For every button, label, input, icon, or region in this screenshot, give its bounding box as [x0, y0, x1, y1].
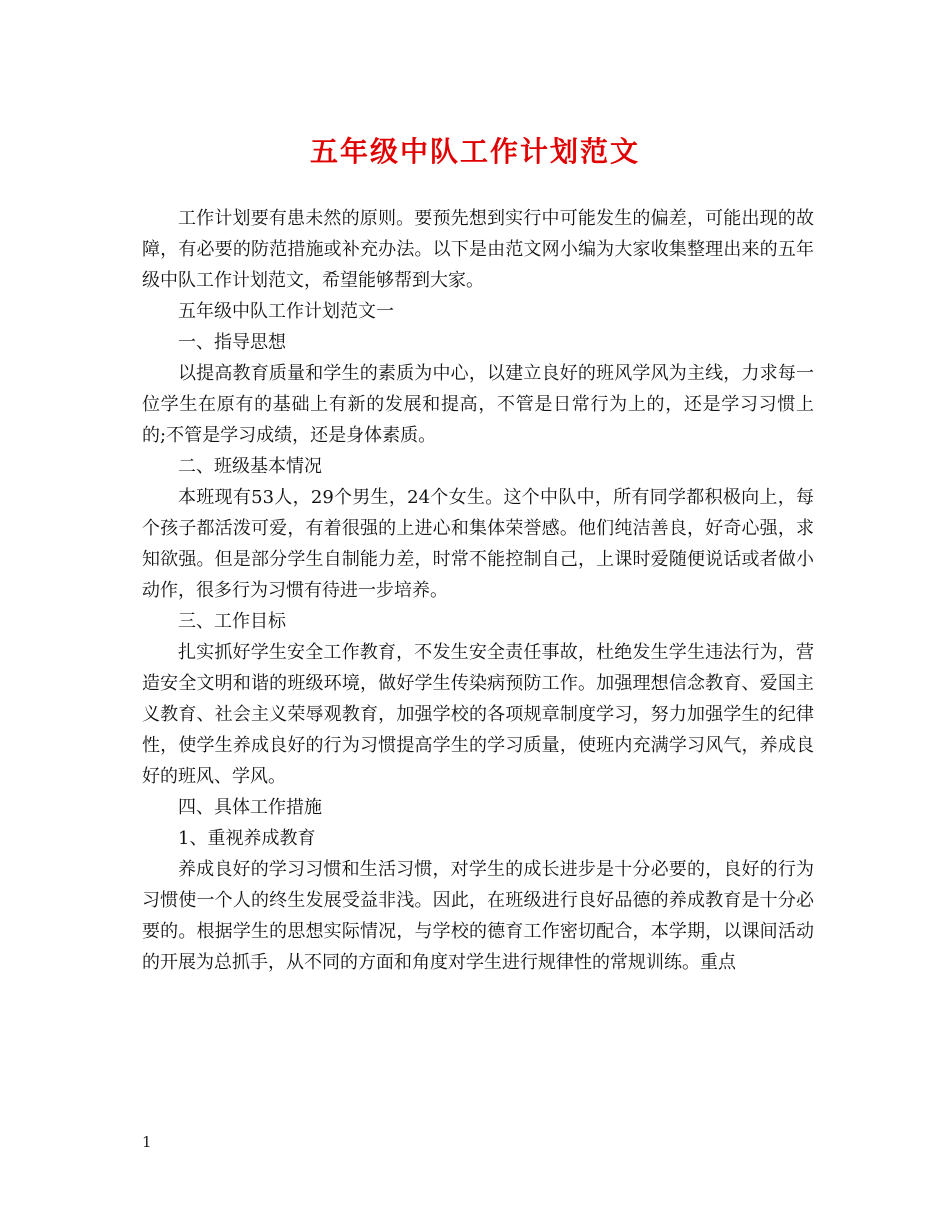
- section-heading: 一、指导思想: [178, 332, 286, 353]
- body-paragraph: 扎实抓好学生安全工作教育，不发生安全责任事故，杜绝发生学生违法行为，营造安全文明和谐的班级环境，做好学生传染病预防工作。加强理想信念教育、爱国主义教育、社会主义荣辱观教育，加强学校的各项规章制度学习，努力加强学生的纪律性，使学生养成良好的行为习惯提高学生的学习质量，使班内充满学习风气，养成良好的班风、学风。: [142, 642, 814, 787]
- document-title: 五年级中队工作计划范文: [309, 135, 640, 168]
- body-paragraph: 本班现有53人，29个男生，24个女生。这个中队中，所有同学都积极向上，每个孩子都活泼可爱，有着很强的上进心和集体荣誉感。他们纯洁善良，好奇心强，求知欲强。但是部分学生自制能力差，时常不能控制自己，上课时爱随便说话或者做小动作，很多行为习惯有待进一步培养。: [142, 487, 814, 601]
- body-paragraph: 以提高教育质量和学生的素质为中心，以建立良好的班风学风为主线，力求每一位学生在原有的基础上有新的发展和提高，不管是日常行为上的，还是学习习惯上的;不管是学习成绩，还是身体素质。: [142, 363, 814, 446]
- section-heading: 三、工作目标: [178, 611, 286, 632]
- intro-paragraph: 工作计划要有患未然的原则。要预先想到实行中可能发生的偏差，可能出现的故障，有必要的防范措施或补充办法。以下是由范文网小编为大家收集整理出来的五年级中队工作计划范文，希望能够帮到大家。: [142, 208, 814, 291]
- document-body: [142, 203, 814, 978]
- body-paragraph: 养成良好的学习习惯和生活习惯，对学生的成长进步是十分必要的，良好的行为习惯使一个人的终生发展受益非浅。因此，在班级进行良好品德的养成教育是十分必要的。根据学生的思想实际情况，与学校的德育工作密切配合，本学期，以课间活动的开展为总抓手，从不同的方面和角度对学生进行规律性的常规训练。重点: [142, 859, 814, 973]
- section-heading: 五年级中队工作计划范文一: [178, 301, 394, 322]
- page-number: 1: [142, 1133, 152, 1151]
- section-heading: 二、班级基本情况: [178, 456, 322, 477]
- section-heading: 四、具体工作措施: [178, 797, 322, 818]
- subsection-heading: 1、重视养成教育: [178, 828, 316, 849]
